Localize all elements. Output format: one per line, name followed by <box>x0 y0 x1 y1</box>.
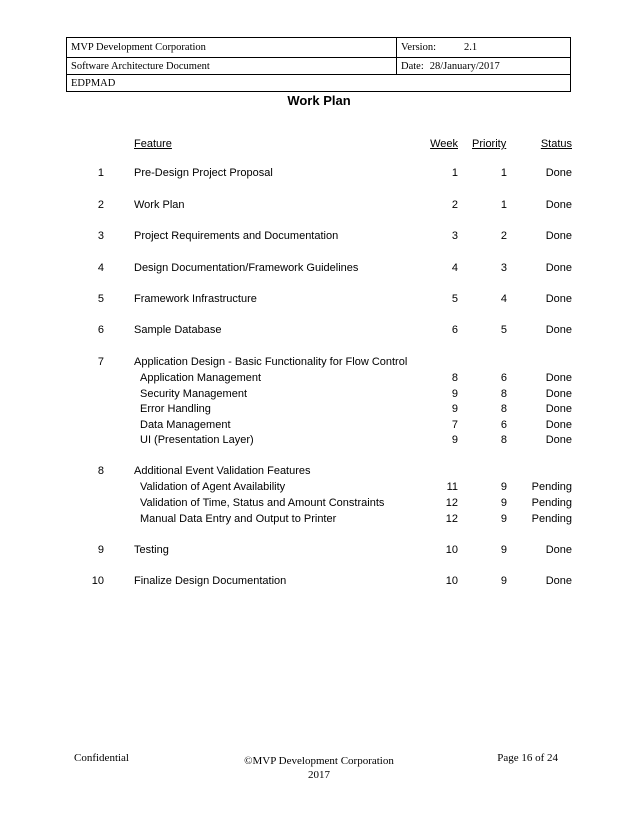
row-feature: Manual Data Entry and Output to Printer <box>140 513 337 525</box>
row-feature: Project Requirements and Documentation <box>134 230 339 242</box>
row-feature: Finalize Design Documentation <box>134 575 287 587</box>
row-week: 12 <box>445 497 458 509</box>
row-priority: 3 <box>500 262 507 274</box>
row-week: 3 <box>451 230 458 242</box>
row-feature: Design Documentation/Framework Guidelines <box>134 262 359 274</box>
table-row <box>0 167 638 182</box>
row-priority: 9 <box>500 481 507 493</box>
row-status: Pending <box>531 513 572 525</box>
row-priority: 6 <box>500 419 507 431</box>
row-number: 2 <box>97 199 104 211</box>
row-feature: Framework Infrastructure <box>134 293 257 305</box>
table-subrow <box>0 403 638 418</box>
table-row <box>0 230 638 245</box>
header-row-1 <box>67 38 570 57</box>
row-priority: 1 <box>500 167 507 179</box>
row-priority: 8 <box>500 434 507 446</box>
row-week: 8 <box>451 372 458 384</box>
table-row <box>0 293 638 308</box>
row-number: 3 <box>97 230 104 242</box>
row-status: Done <box>545 372 572 384</box>
version-cell <box>397 38 570 57</box>
footer-confidential: Confidential <box>74 752 129 764</box>
row-priority: 2 <box>500 230 507 242</box>
row-priority: 8 <box>500 403 507 415</box>
row-feature: Security Management <box>140 388 247 400</box>
row-feature: Validation of Agent Availability <box>140 481 286 493</box>
row-status: Done <box>545 403 572 415</box>
table-subrow <box>0 434 638 449</box>
table-subrow <box>0 497 638 512</box>
row-number: 6 <box>97 324 104 336</box>
row-status: Done <box>545 167 572 179</box>
row-feature: Data Management <box>140 419 231 431</box>
row-priority: 9 <box>500 513 507 525</box>
row-status: Done <box>545 544 572 556</box>
company-name: MVP Development Corporation <box>67 38 397 57</box>
row-status: Done <box>545 199 572 211</box>
row-feature: Application Design - Basic Functionality for Flow Control <box>134 356 408 368</box>
row-priority: 5 <box>500 324 507 336</box>
row-week: 9 <box>451 434 458 446</box>
document-title: Software Architecture Document <box>67 58 397 74</box>
row-status: Pending <box>531 481 572 493</box>
table-subrow <box>0 372 638 387</box>
header-row-3 <box>67 74 570 91</box>
row-priority: 9 <box>500 575 507 587</box>
header-week: Week <box>430 138 458 150</box>
table-row <box>0 356 638 371</box>
row-week: 9 <box>451 388 458 400</box>
table-subrow <box>0 388 638 403</box>
row-week: 1 <box>451 167 458 179</box>
row-status: Done <box>545 388 572 400</box>
row-feature: Testing <box>134 544 169 556</box>
footer-page-number: Page 16 of 24 <box>497 752 558 764</box>
row-status: Done <box>545 293 572 305</box>
table-row <box>0 465 638 480</box>
header-row-2 <box>67 57 570 74</box>
row-feature: Additional Event Validation Features <box>134 465 311 477</box>
table-row <box>0 324 638 339</box>
row-status: Pending <box>531 497 572 509</box>
row-week: 12 <box>445 513 458 525</box>
date-value: 28/January/2017 <box>429 60 500 72</box>
header-status: Status <box>540 138 572 150</box>
table-subrow <box>0 419 638 434</box>
row-week: 9 <box>451 403 458 415</box>
row-priority: 9 <box>500 544 507 556</box>
footer-copyright-line2: 2017 <box>308 769 330 781</box>
row-week: 6 <box>451 324 458 336</box>
row-week: 11 <box>446 481 458 493</box>
row-number: 1 <box>97 167 104 179</box>
row-week: 2 <box>451 199 458 211</box>
table-row <box>0 544 638 559</box>
header-feature: Feature <box>134 138 172 150</box>
row-priority: 1 <box>500 199 507 211</box>
row-priority: 6 <box>500 372 507 384</box>
row-priority: 4 <box>500 293 507 305</box>
table-row <box>0 262 638 277</box>
row-week: 5 <box>451 293 458 305</box>
row-status: Done <box>545 434 572 446</box>
row-feature: Error Handling <box>140 403 211 415</box>
row-status: Done <box>545 419 572 431</box>
row-feature: Validation of Time, Status and Amount Constraints <box>140 497 385 509</box>
table-subrow <box>0 513 638 528</box>
row-week: 10 <box>445 544 458 556</box>
date-cell <box>397 58 570 74</box>
footer-copyright <box>200 754 438 782</box>
date-label: Date: <box>401 60 424 72</box>
row-number: 8 <box>97 465 104 477</box>
row-status: Done <box>545 262 572 274</box>
row-number: 7 <box>97 356 104 368</box>
row-feature: Work Plan <box>134 199 185 211</box>
page-title: Work Plan <box>287 93 351 108</box>
document-header <box>66 37 571 92</box>
table-row <box>0 199 638 214</box>
row-status: Done <box>545 230 572 242</box>
version-value: 2.1 <box>464 42 478 53</box>
table-subrow <box>0 481 638 496</box>
row-status: Done <box>545 575 572 587</box>
row-number: 10 <box>91 575 104 587</box>
row-week: 4 <box>451 262 458 274</box>
row-feature: Sample Database <box>134 324 222 336</box>
table-row <box>0 575 638 590</box>
row-priority: 9 <box>500 497 507 509</box>
row-number: 5 <box>97 293 104 305</box>
row-priority: 8 <box>500 388 507 400</box>
row-status: Done <box>545 324 572 336</box>
footer-copyright-line1: ©MVP Development Corporation <box>244 755 394 767</box>
row-number: 4 <box>97 262 104 274</box>
document-code: EDPMAD <box>71 77 116 89</box>
row-week: 7 <box>451 419 458 431</box>
row-number: 9 <box>97 544 104 556</box>
row-feature: UI (Presentation Layer) <box>140 434 254 446</box>
row-feature: Application Management <box>140 372 262 384</box>
version-label: Version: <box>401 42 436 53</box>
header-priority: Priority <box>472 138 507 150</box>
row-week: 10 <box>445 575 458 587</box>
table-header-row <box>0 138 638 153</box>
row-feature: Pre-Design Project Proposal <box>134 167 273 179</box>
